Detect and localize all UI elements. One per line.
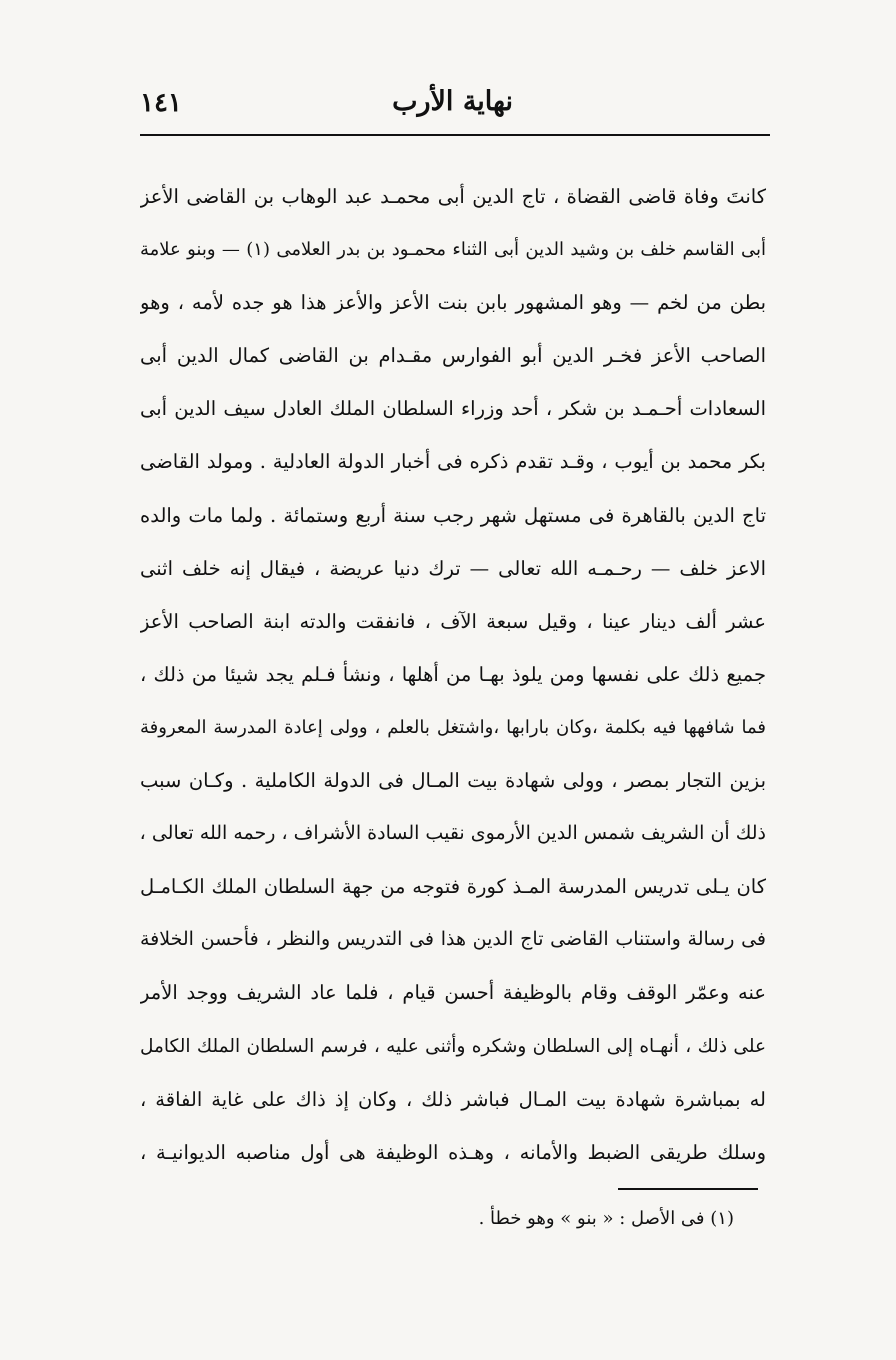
text-line: وسلك طريقى الضبط والأمانه ، وهـذه الوظيفة هى أول مناصبه الديوانيـة ، — [140, 1140, 766, 1164]
text-line: بطن من لخم — وهو المشهور بابن بنت الأعز والأعز هذا هو جده لأمه ، وهو — [140, 291, 766, 315]
text-line: الاعز خلف — رحـمـه الله تعالى — ترك دنيا عريضة ، فيقال إنه خلف اثنى — [140, 556, 766, 580]
text-line: كان يـلى تدريس المدرسة المـذ كورة فتوجه من جهة السلطان الملك الكـامـل — [140, 875, 766, 899]
footnote: (١) فى الأصل : « بنو » وهو خطأ . — [478, 1208, 734, 1229]
text-line: فما شافهها فيه بكلمة ،وكان بارابها ،واشتغل بالعلم ، وولى إعادة المدرسة المعروفة — [140, 716, 766, 738]
text-line: على ذلك ، أنهـاه إلى السلطان وشكره وأثنى عليه ، فرسم السلطان الملك الكامل — [140, 1035, 766, 1057]
text-line: كانتَ وفاة قاضى القضاة ، تاج الدين أبى محمـد عبد الوهاب بن القاضى الأعز — [140, 185, 766, 208]
body-text — [140, 170, 766, 1179]
text-line: له بمباشرة شهادة بيت المـال فباشر ذلك ، وكان إذ ذاك على غاية الفاقة ، — [140, 1087, 766, 1111]
header-rule — [140, 134, 770, 136]
running-title: نهاية الأرب — [392, 86, 513, 117]
text-line: أبى القاسم خلف بن وشيد الدين أبى الثناء محمـود بن بدر العلامى (١) — وبنو علامة — [140, 239, 766, 261]
footnote-rule — [618, 1188, 758, 1190]
text-line: تاج الدين بالقاهرة فى مستهل شهر رجب سنة أربع وستمائة . ولما مات والده — [140, 503, 766, 527]
page-header — [140, 86, 758, 126]
text-line: عشر ألف دينار عينا ، وقيل سبعة الآف ، فانفقت والدته ابنة الصاحب الأعز — [140, 609, 766, 633]
page-number: ١٤١ — [140, 88, 182, 118]
text-line: بزين التجار بمصر ، وولى شهادة بيت المـال فى الدولة الكاملية . وكـان سبب — [140, 769, 766, 793]
text-line: جميع ذلك على نفسها ومن يلوذ بهـا من أهلها ، ونشأ فـلم يجد شيئا من ذلك ، — [140, 662, 766, 686]
text-line: ذلك أن الشريف شمس الدين الأرموى نقيب السادة الأشراف ، رحمه الله تعالى ، — [140, 822, 766, 845]
text-line: الصاحب الأعز فخـر الدين أبو الفوارس مقـدام بن القاضى كمال الدين أبى — [140, 344, 766, 368]
text-line: فى رسالة واستناب القاضى تاج الدين هذا فى التدريس والنظر ، فأحسن الخلافة — [140, 928, 766, 951]
text-line: السعادات أحـمـد بن شكر ، أحد وزراء السلطان الملك العادل سيف الدين أبى — [140, 397, 766, 421]
text-line: عنه وعمّر الوقف وقام بالوظيفة أحسن قيام ، فلما عاد الشريف ووجد الأمر — [140, 981, 766, 1005]
text-line: بكر محمد بن أيوب ، وقـد تقدم ذكره فى أخبار الدولة العادلية . ومولد القاضى — [140, 450, 766, 474]
